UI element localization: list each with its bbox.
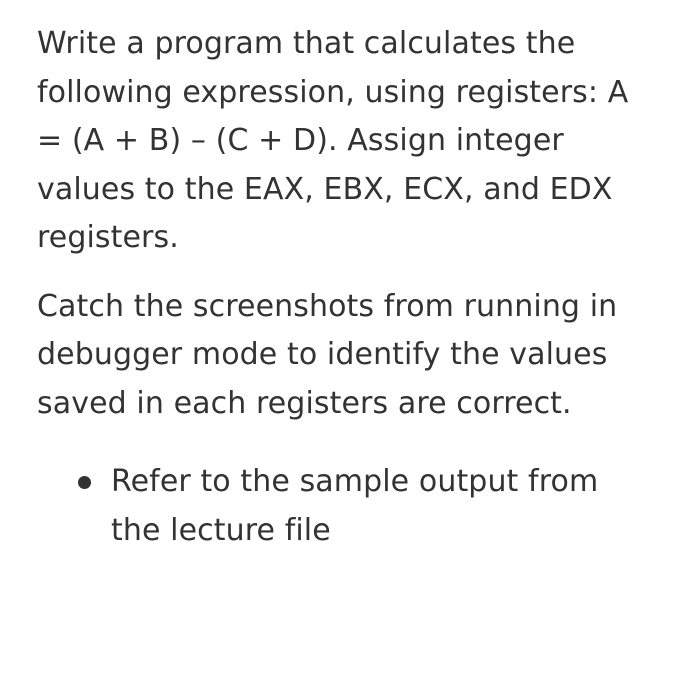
text-line: Refer to the sample output from (111, 464, 599, 499)
text-line: following expression, using registers: A (37, 74, 629, 110)
question-paragraph-2 (37, 283, 664, 429)
text-line: saved in each registers are correct. (37, 385, 572, 421)
text-line: values to the EAX, EBX, ECX, and EDX (37, 171, 613, 207)
bullet-list (37, 458, 664, 555)
question-paragraph-1 (37, 20, 664, 263)
text-line: registers. (37, 220, 179, 255)
text-line: the lecture file (111, 512, 331, 548)
bullet-dot-icon (78, 476, 91, 489)
text-line: debugger mode to identify the values (37, 337, 608, 372)
text-line: Write a program that calculates the (37, 26, 576, 61)
bullet-item (37, 458, 664, 555)
text-line: Catch the screenshots from running in (37, 288, 618, 324)
text-line: = (A + B) – (C + D). Assign integer (37, 123, 564, 158)
